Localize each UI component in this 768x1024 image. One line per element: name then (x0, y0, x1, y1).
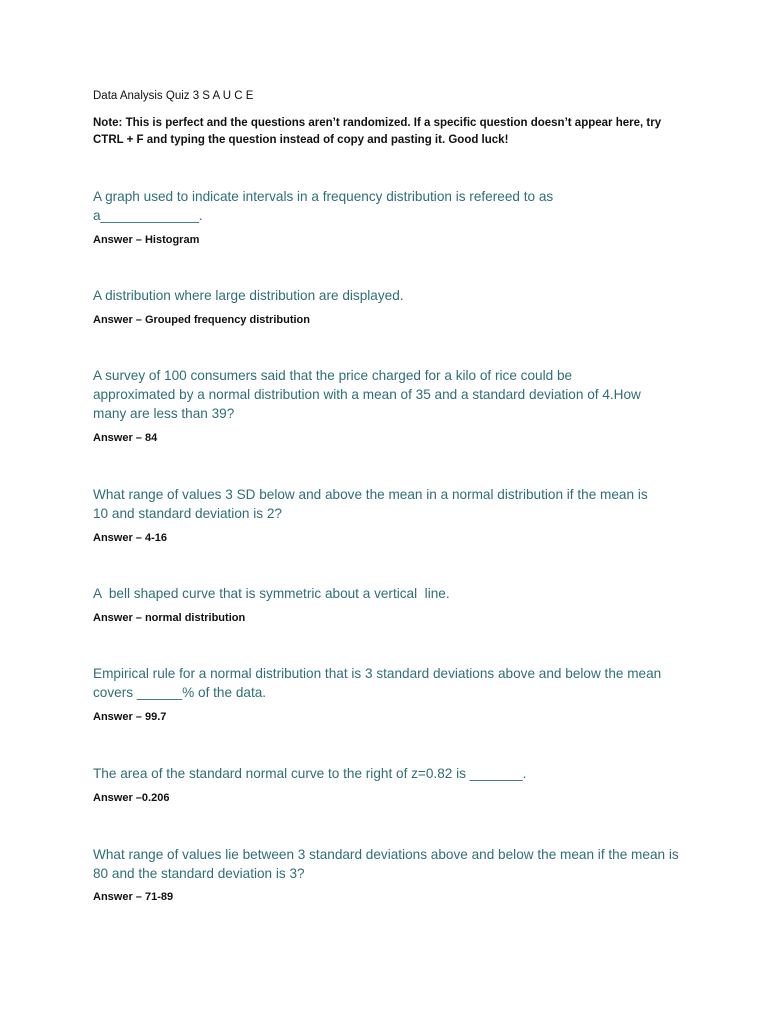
answer-6: Answer – 99.7 (93, 711, 167, 723)
document-title: Data Analysis Quiz 3 S A U C E (93, 90, 254, 102)
question-6: Empirical rule for a normal distribution that is 3 standard deviations above and below the mean covers ______% of the data. (93, 666, 662, 700)
question-2: A distribution where large distribution are displayed. (93, 288, 404, 303)
question-3: A survey of 100 consumers said that the price charged for a kilo of rice could be approximated by a normal distribution with a mean of 35 and a standard deviation of 4.How many are less than 39? (93, 368, 641, 421)
answer-1: Answer – Histogram (93, 234, 200, 246)
question-5: A bell shaped curve that is symmetric about a vertical line. (93, 586, 450, 601)
question-8: What range of values lie between 3 standard deviations above and below the mean if the mean is 80 and the standard deviation is 3? (93, 847, 679, 881)
question-7: The area of the standard normal curve to the right of z=0.82 is _______. (93, 766, 527, 781)
question-1: A graph used to indicate intervals in a frequency distribution is refereed to as a_____________. (93, 189, 554, 223)
answer-5: Answer – normal distribution (93, 612, 246, 624)
answer-4: Answer – 4-16 (93, 532, 167, 544)
note: Note: This is perfect and the questions aren’t randomized. If a specific question doesn’t appear here, try CTRL + F and typing the question instead of copy and pasting it. Good luck! (93, 117, 662, 146)
question-4: What range of values 3 SD below and above the mean in a normal distribution if the mean is 10 and standard deviation is 2? (93, 487, 648, 521)
answer-8: Answer – 71-89 (93, 891, 174, 903)
answer-3: Answer – 84 (93, 432, 158, 444)
answer-2: Answer – Grouped frequency distribution (93, 314, 310, 326)
answer-7: Answer –0.206 (93, 792, 170, 804)
